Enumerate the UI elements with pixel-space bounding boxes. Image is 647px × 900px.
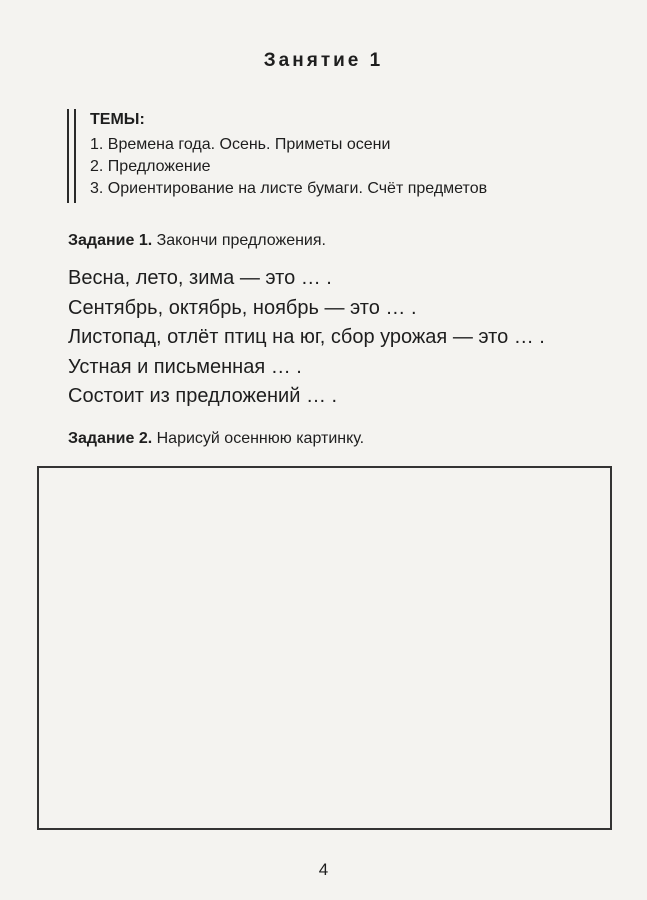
topic-item: 2. Предложение (90, 158, 211, 175)
task-1-label: Задание 1. (68, 232, 153, 249)
task-2 (68, 430, 364, 448)
lesson-title: Занятие 1 (263, 50, 384, 71)
task-2-text: Нарисуй осеннюю картинку. (152, 430, 365, 447)
topics-box (67, 109, 567, 203)
sentence-list (68, 264, 545, 412)
page-number: 4 (318, 860, 329, 879)
topics-heading: ТЕМЫ: (90, 111, 145, 128)
task-1-text: Закончи предложения. (152, 232, 326, 249)
topic-item: 3. Ориентирование на листе бумаги. Счёт предметов (90, 180, 488, 197)
topics-divider (74, 109, 76, 203)
sentence: Устная и письменная … . (68, 355, 302, 378)
task-1 (68, 232, 326, 250)
sentence: Листопад, отлёт птиц на юг, сбор урожая — это … . (68, 326, 545, 348)
sentence: Состоит из предложений … . (68, 385, 338, 407)
drawing-frame[interactable] (37, 466, 612, 830)
sentence: Весна, лето, зима — это … . (68, 267, 332, 289)
task-2-label: Задание 2. (68, 430, 153, 447)
topics-divider (67, 109, 69, 203)
sentence: Сентябрь, октябрь, ноябрь — это … . (68, 296, 417, 319)
topic-item: 1. Времена года. Осень. Приметы осени (90, 136, 391, 153)
